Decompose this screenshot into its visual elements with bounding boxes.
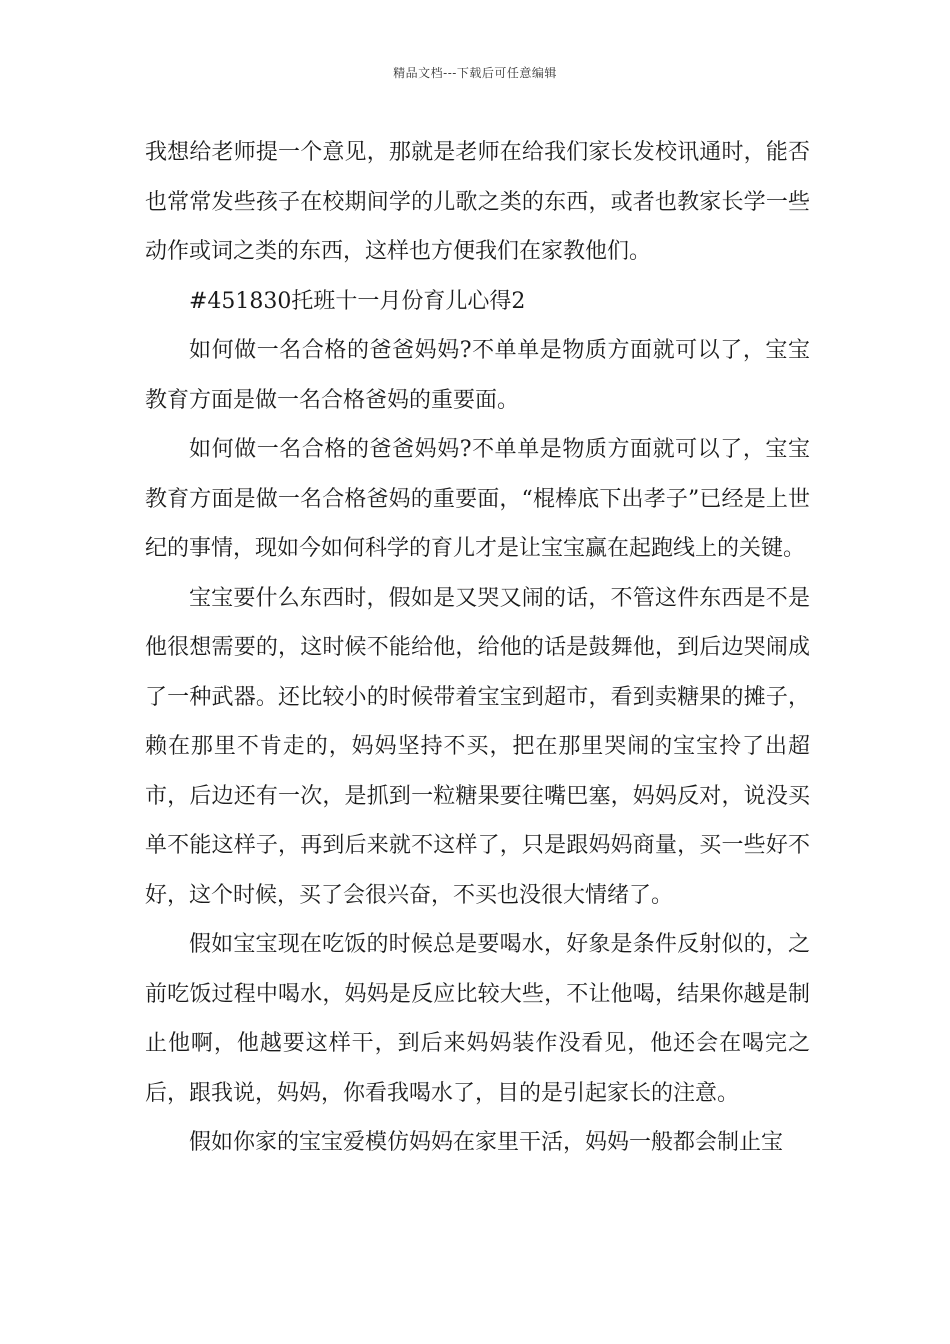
section-heading: #451830托班十一月份育儿心得2 (189, 288, 526, 314)
paragraph-qualified-parents-long: 如何做一名合格的爸爸妈妈?不单单是物质方面就可以了，宝宝教育方面是做一名合格爸妈的重要面，“棍棒底下出孝子”已经是上世纪的事情，现如今如何科学的育儿才是让宝宝赢在起跑线上的关键。 (145, 437, 810, 561)
document-body (145, 128, 810, 1168)
paragraph-imitating-housework: 假如你家的宝宝爱模仿妈妈在家里干活，妈妈一般都会制止宝 (189, 1130, 784, 1155)
page-header: 精品文档---下载后可任意编辑 (393, 66, 557, 80)
paragraph-crying-tantrum: 宝宝要什么东西时，假如是又哭又闹的话，不管这件东西是不是他很想需要的，这时候不能给他，给他的话是鼓舞他，到后边哭闹成了一种武器。还比较小的时候带着宝宝到超市，看到卖糖果的摊子，赖在那里不肯走的，妈妈坚持不买，把在那里哭闹的宝宝拎了出超市，后边还有一次，是抓到一粒糖果要往嘴巴塞，妈妈反对，说没买单不能这样子，再到后来就不这样了，只是跟妈妈商量，买一些好不好，这个时候，买了会很兴奋，不买也没很大情绪了。 (145, 585, 810, 908)
paragraph-teacher-suggestion: 我想给老师提一个意见，那就是老师在给我们家长发校讯通时，能否也常常发些孩子在校期间学的儿歌之类的东西，或者也教家长学一些动作或词之类的东西，这样也方便我们在家教他们。 (145, 140, 810, 264)
paragraph-drinking-water: 假如宝宝现在吃饭的时候总是要喝水，好象是条件反射似的，之前吃饭过程中喝水，妈妈是反应比较大些，不让他喝，结果你越是制止他啊，他越要这样干，到后来妈妈装作没看见，他还会在喝完之后，跟我说，妈妈，你看我喝水了，目的是引起家长的注意。 (145, 932, 810, 1106)
paragraph-qualified-parents-short: 如何做一名合格的爸爸妈妈?不单单是物质方面就可以了，宝宝教育方面是做一名合格爸妈的重要面。 (145, 338, 810, 413)
